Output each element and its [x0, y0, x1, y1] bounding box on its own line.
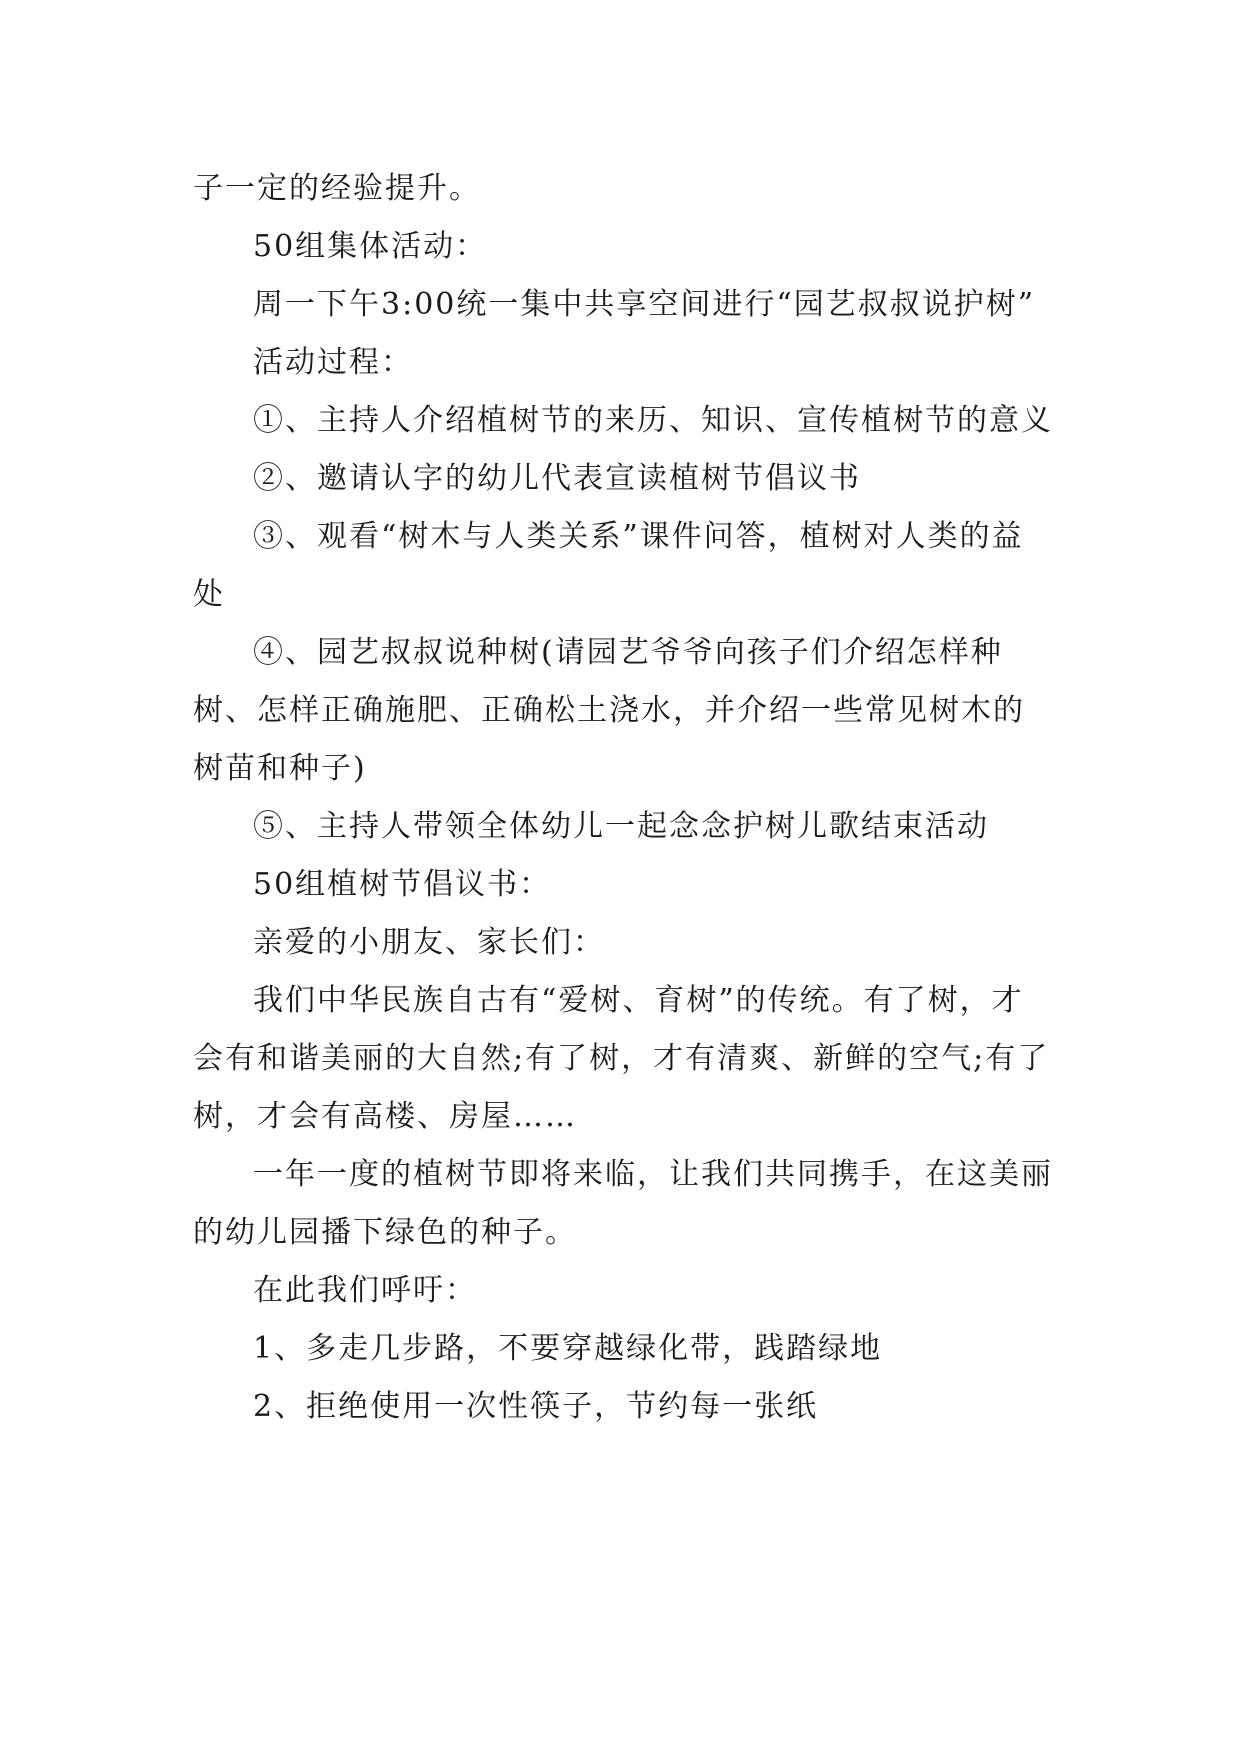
- paragraph-appeal-2: 2、拒绝使用一次性筷子，节约每一张纸: [253, 1389, 819, 1424]
- paragraph-group-activity-heading: 50组集体活动：: [253, 229, 488, 264]
- paragraph-arbor-day: 一年一度的植树节即将来临，让我们共同携手，在这美丽的幼儿园播下绿色的种子。: [193, 1157, 1053, 1250]
- paragraph-appeal-heading: 在此我们呼吁：: [253, 1273, 477, 1308]
- paragraph-appeal-1: 1、多走几步路，不要穿越绿化带，践踏绿地: [253, 1331, 883, 1366]
- paragraph-continuation: 子一定的经验提升。: [193, 171, 481, 206]
- paragraph-step-1: ①、主持人介绍植树节的来历、知识、宣传植树节的意义: [253, 403, 1053, 438]
- paragraph-step-5: ⑤、主持人带领全体幼儿一起念念护树儿歌结束活动: [253, 809, 989, 844]
- paragraph-tradition: 我们中华民族自古有“爱树、育树”的传统。有了树，才会有和谐美丽的大自然;有了树，才有清爽、新鲜的空气;有了树，才会有高楼、房屋……: [193, 983, 1050, 1134]
- paragraph-step-3: ③、观看“树木与人类关系”课件问答，植树对人类的益处: [193, 519, 1024, 612]
- paragraph-salutation: 亲爱的小朋友、家长们：: [253, 925, 605, 960]
- document-body: [193, 160, 1053, 1436]
- paragraph-step-4: ④、园艺叔叔说种树(请园艺爷爷向孩子们介绍怎样种树、怎样正确施肥、正确松土浇水，并介绍一些常见树木的树苗和种子): [193, 635, 1025, 786]
- paragraph-step-2: ②、邀请认字的幼儿代表宣读植树节倡议书: [253, 461, 861, 496]
- paragraph-activity-schedule: 周一下午3:00统一集中共享空间进行“园艺叔叔说护树”: [253, 287, 1036, 322]
- paragraph-activity-process-heading: 活动过程：: [253, 345, 413, 380]
- paragraph-proposal-heading: 50组植树节倡议书：: [253, 867, 552, 902]
